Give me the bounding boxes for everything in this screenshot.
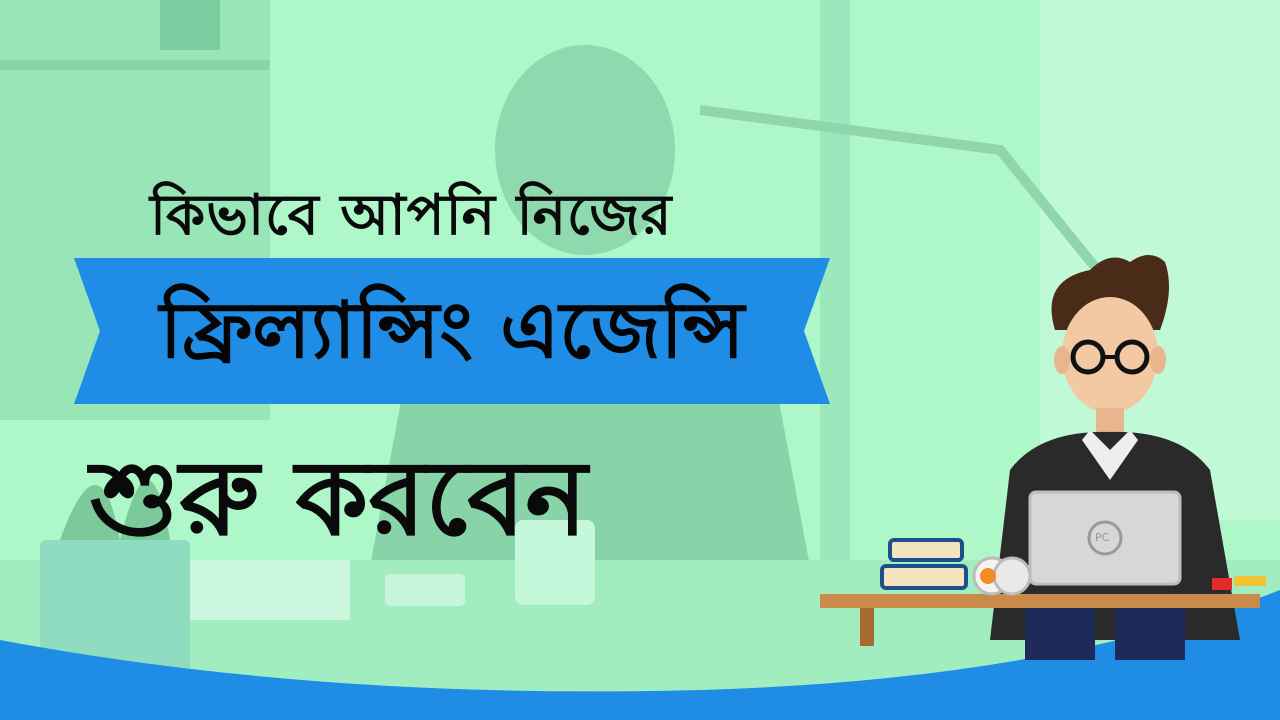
- headline-line-2: ফ্রিল্যান্সিং এজেন্সি: [159, 286, 745, 376]
- book-stack: [890, 540, 962, 560]
- headline-line-3: শুরু করবেন: [90, 437, 588, 559]
- laptop-logo: PC: [1095, 531, 1110, 544]
- headline-line-1: কিভাবে আপনি নিজের: [150, 183, 673, 248]
